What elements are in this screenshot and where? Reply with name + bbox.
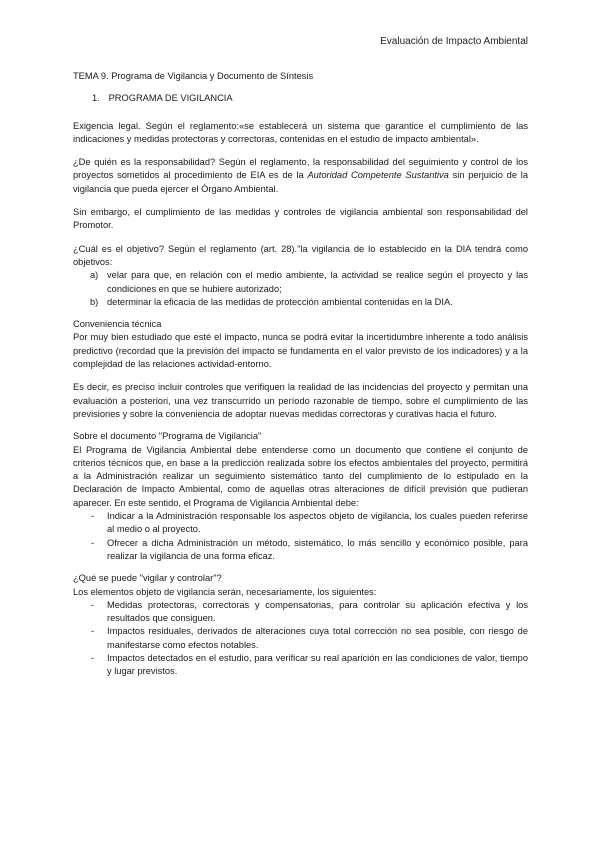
list-marker: - bbox=[91, 652, 95, 663]
section-title: PROGRAMA DE VIGILANCIA bbox=[108, 93, 233, 104]
responsabilidad-text: ¿De quién es la responsabilidad? Según el reglamento, la responsabilidad del seguimiento y control de los proyectos sometidos al procedimiento de EIA es de la bbox=[73, 157, 528, 181]
list-item-text: Medidas protectoras, correctoras y compensatorias, para controlar su aplicación efectiva y los resultados que consiguen. bbox=[107, 599, 528, 624]
list-marker: a) bbox=[90, 270, 99, 281]
section-number: 1. bbox=[92, 93, 100, 104]
paragraph-documento: El Programa de Vigilancia Ambiental debe entenderse como un documento que contiene el conjunto de criterios técnicos que, en base a la predicción realizada sobre los efectos ambientales del proyecto, permitirá a la Administración realizar un seguimiento sistemático tanto del cumplimiento de lo estipulado en la Declaración de Impacto Ambiental, como de aquellas otras alteraciones de difícil previsión que pudieran aparecer. En este sentido, el Programa de Vigilancia Ambiental debe: bbox=[73, 444, 528, 508]
tema-title: TEMA 9. Programa de Vigilancia y Documento de Síntesis bbox=[73, 71, 314, 81]
list-item-text: determinar la eficacia de las medidas de protección ambiental contenidas en la DIA. bbox=[107, 296, 453, 307]
documento-list bbox=[73, 510, 528, 563]
paragraph-conveniencia-1: Por muy bien estudiado que esté el impacto, nunca se podrá evitar la incertidumbre inherente a todo análisis predictivo (recordad que la previsión del impacto se fundamenta en el valor previsto de los indicadores) y a la complejidad de las relaciones actividad-entorno. bbox=[73, 332, 528, 370]
paragraph-objetivo: ¿Cuál es el objetivo? Según el reglamento (art. 28)."la vigilancia de lo establecido en la DIA tendrá como objetivos: bbox=[73, 243, 528, 267]
responsabilidad-text-end: sin perjuicio de la vigilancia que pueda ejercer el Órgano Ambiental. bbox=[73, 170, 529, 194]
list-item bbox=[73, 269, 528, 296]
section-heading bbox=[92, 92, 528, 105]
list-item-text: Impactos detectados en el estudio, para verificar su real aparición en las condiciones de valor, tiempo y lugar previstos. bbox=[107, 652, 528, 677]
heading-vigilar-controlar: ¿Qué se puede "vigilar y controlar"? bbox=[73, 573, 222, 584]
list-item-text: Ofrecer a dicha Administración un método, sistemático, lo más sencillo y económico posible, para realizar la vigilancia de una forma eficaz. bbox=[107, 537, 528, 561]
list-marker: - bbox=[91, 537, 95, 548]
list-marker: b) bbox=[90, 296, 99, 307]
list-item-text: Indicar a la Administración responsable los aspectos objeto de vigilancia, los cuales pueden referirse al medio o al proyecto. bbox=[107, 511, 528, 535]
heading-conveniencia-tecnica: Conveniencia técnica bbox=[73, 319, 162, 330]
paragraph-vigilar-intro: Los elementos objeto de vigilancia serán, necesariamente, los siguientes: bbox=[73, 586, 377, 597]
paragraph-promotor: Sin embargo, el cumplimiento de las medidas y controles de vigilancia ambiental son responsabilidad del Promotor. bbox=[73, 207, 528, 231]
vigilar-list bbox=[73, 599, 528, 679]
document-body bbox=[73, 70, 528, 679]
list-item bbox=[73, 599, 528, 626]
list-marker: - bbox=[91, 626, 95, 637]
list-item bbox=[73, 537, 528, 564]
paragraph-responsabilidad bbox=[73, 156, 528, 196]
list-item-text: Impactos residuales, derivados de alteraciones cuya total corrección no sea posible, con riesgo de manifestarse como efectos notables. bbox=[107, 626, 528, 650]
list-item bbox=[73, 625, 528, 652]
list-item bbox=[73, 296, 528, 309]
paragraph-conveniencia-2: Es decir, es preciso incluir controles que verifiquen la realidad de las incidencias del proyecto y permitan una evaluación a posteriori, una vez transcurrido un período razonable de tiempo, sobre el cumplimiento de las previsiones y sobre la conveniencia de adoptar nuevas medidas correctoras y curativas hacia el futuro. bbox=[73, 382, 528, 419]
page-header: Evaluación de Impacto Ambiental bbox=[380, 36, 528, 47]
list-item bbox=[73, 510, 528, 537]
list-item bbox=[73, 652, 528, 679]
autoridad-competente-italic: Autoridad Competente Sustantiva bbox=[307, 170, 449, 181]
objectives-list bbox=[73, 269, 528, 309]
list-marker: - bbox=[91, 511, 95, 522]
list-item-text: velar para que, en relación con el medio ambiente, la actividad se realice según el proyecto y las condiciones en que se hubiere autorizado; bbox=[107, 270, 528, 294]
heading-documento-programa: Sobre el documento "Programa de Vigilancia" bbox=[73, 431, 262, 442]
list-marker: - bbox=[91, 599, 95, 610]
paragraph-exigencia-legal: Exigencia legal. Según el reglamento:«se establecerá un sistema que garantice el cumplimiento de las indicaciones y medidas protectoras y correctoras, contenidas en el estudio de impacto ambiental». bbox=[73, 120, 528, 144]
